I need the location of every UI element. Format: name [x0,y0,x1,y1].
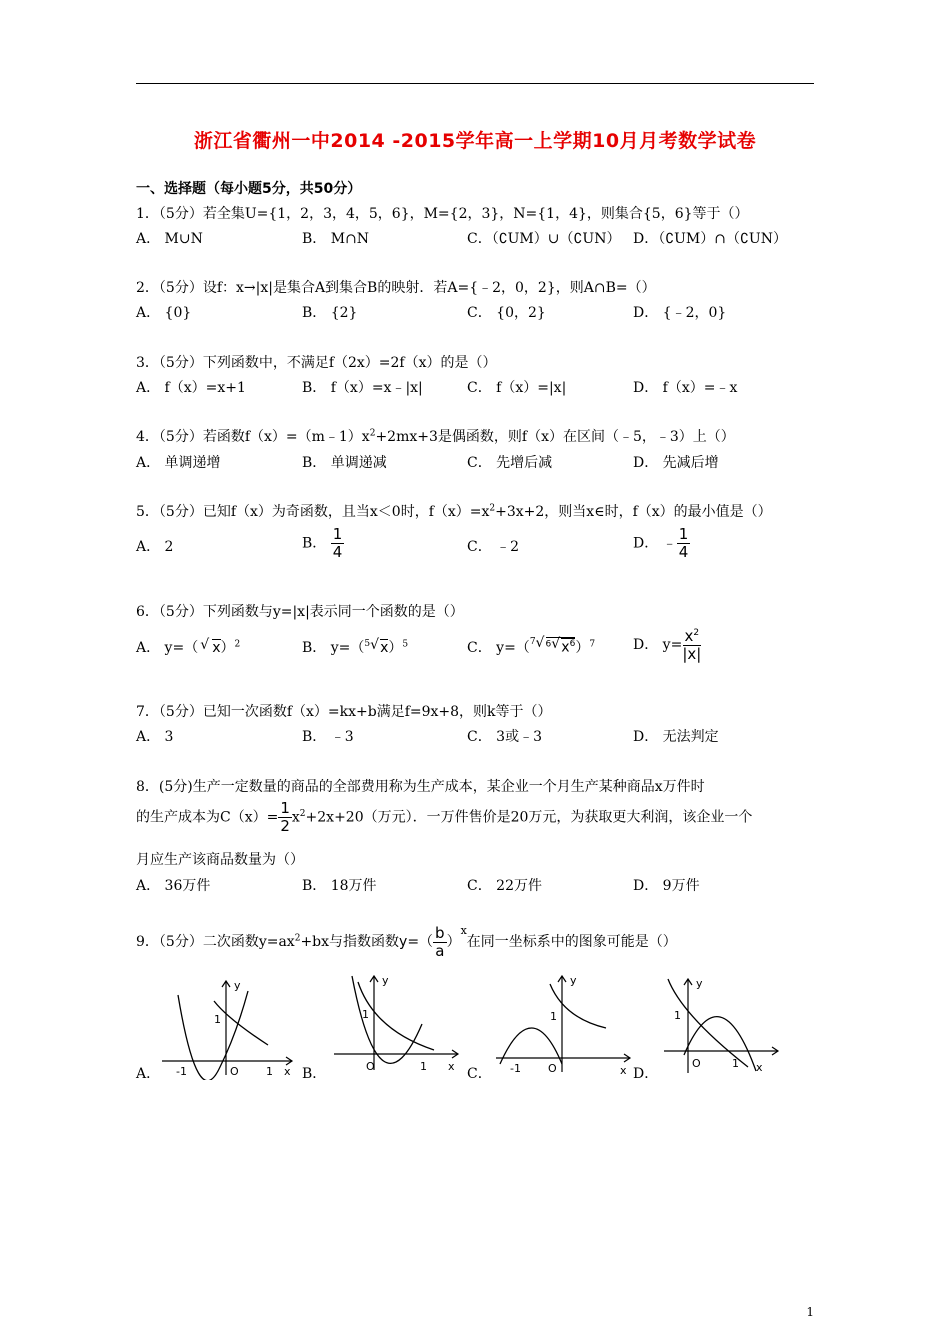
q5-option-d: D． ﹣ $\frac{1}{4}$ [633,525,689,561]
svg-text:O: O [230,1065,239,1078]
q8-option-d: D． 9万件 [633,878,700,894]
svg-text:-1: -1 [176,1065,187,1078]
fraction: $\frac{1}{4}$ [332,525,343,561]
q6-option-b: B． y=（$^5$ √ x）$^5$ [302,637,409,656]
q4-option-c: C． 先增后减 [467,455,553,471]
q8-option-c: C． 22万件 [467,878,542,894]
q2-option-c: C． {0，2} [467,305,546,321]
svg-text:1: 1 [362,1008,369,1021]
q3-option-c: C． f（x）=|x| [467,380,567,396]
svg-text:x: x [620,1064,627,1077]
svg-text:y: y [570,974,577,987]
q3-option-d: D． f（x）=﹣x [633,380,738,396]
svg-text:O: O [548,1062,557,1075]
fraction: $\frac{1}{2}$ [280,799,290,835]
q9-graph-c [492,972,634,1077]
svg-text:1: 1 [214,1013,221,1026]
page-title: 浙江省衢州一中2014 -2015学年高一上学期10月月考数学试卷 [193,130,757,152]
svg-text:y: y [382,974,389,987]
q7-option-d: D． 无法判定 [633,729,719,745]
q2-option-d: D． {﹣2，0} [633,305,727,321]
q4-option-b: B． 单调递减 [302,455,387,471]
q4-stem: 4．（5分）若函数$f(x)=(m﹣1)x^2+2mx+3$是偶函数，则f（x）在区间（﹣5，﹣3）上（） [136,428,735,445]
q1-option-a: A． M∪N [136,231,203,247]
q7-option-a: A． 3 [136,729,174,745]
q5-option-b: B． $\frac{1}{4}$ [302,525,343,561]
q2-option-a: A． {0} [136,305,192,321]
svg-text:1: 1 [266,1065,273,1078]
svg-text:1: 1 [420,1060,427,1073]
q9-graph-a [158,975,296,1080]
q3-option-a: A． f（x）=x+1 [136,380,246,396]
q7-option-b: B． ﹣3 [302,729,354,745]
q1-stem: 1．（5分）若全集U={1，2，3，4，5，6}，M={2，3}，N={1，4}，则集合{5，6}等于（） [136,206,749,222]
svg-text:x: x [756,1061,763,1074]
q8-option-b: B． 18万件 [302,878,377,894]
q7-stem: 7．（5分）已知一次函数f（x）=kx+b满足f=9x+8，则k等于（） [136,704,552,720]
q6-option-c: C． y=（$^7$ √ $^6$ √ $x^6)^7$ [467,635,596,656]
q2-option-b: B． {2} [302,305,358,321]
svg-text:1: 1 [732,1057,739,1070]
svg-text:x: x [284,1065,291,1078]
q1-option-d: D．（∁UM）∩（∁UN） [633,231,787,247]
q8-option-a: A． 36万件 [136,878,211,894]
q3-stem: 3．（5分）下列函数中，不满足f（2x）=2f（x）的是（） [136,355,497,371]
q7-option-c: C． 3或﹣3 [467,729,542,745]
q4-option-a: A． 单调递增 [136,455,221,471]
q8-line1: 8．(5分)生产一定数量的商品的全部费用称为生产成本，某企业一个月生产某种商品x万件时 [136,779,705,795]
svg-text:y: y [234,979,241,992]
q6-stem: 6．（5分）下列函数与y=|x|表示同一个函数的是（） [136,604,464,620]
q9-option-b: B． [302,1066,327,1082]
svg-text:-1: -1 [510,1062,521,1075]
q1-option-c: C．（∁UM）∪（∁UN） [467,231,621,247]
svg-text:O: O [692,1057,701,1070]
page-number: 1 [806,1305,814,1319]
q3-option-b: B． f（x）=x﹣|x| [302,380,423,396]
svg-text:y: y [696,977,703,990]
q6-option-d: D． y= $\frac{x^2}{|x|}$ [633,627,702,663]
q9-graph-b [330,972,462,1077]
q6-option-a: A． y=（ √ x）$^2$ [136,637,241,656]
fraction: $\frac{b}{a}$ [435,923,445,960]
q1-option-b: B． M∩N [302,231,370,247]
q2-stem: 2．（5分）设f：x→|x|是集合A到集合B的映射．若A={﹣2，0，2}，则A∩B=（） [136,280,656,296]
q4-option-d: D． 先减后增 [633,455,719,471]
svg-text:O: O [366,1060,375,1073]
svg-text:1: 1 [674,1009,681,1022]
svg-text:1: 1 [550,1010,557,1023]
q9-graph-d [660,975,782,1080]
section-heading: 一、选择题（每小题5分，共50分） [136,181,362,197]
q8-line2: 的生产成本为C（x）= $\frac{1}{2}$ $x^2+2x+20$（万元）．一万件售价是20万元，为获取更大利润，该企业一个 [136,799,753,835]
fraction: $\frac{x^2}{|x|}$ [682,627,702,663]
q9-option-a: A． [136,1066,161,1082]
top-rule [136,83,814,84]
q5-stem: 5．（5分）已知f（x）为奇函数，且当x＜0时，$f(x)=x^2+3x+2$，则当x∈时，f（x）的最小值是（） [136,503,772,520]
fraction: $\frac{1}{4}$ [678,525,689,561]
q5-option-c: C． ﹣2 [467,539,520,555]
q5-option-a: A． 2 [136,539,174,555]
q9-option-d: D． [633,1066,659,1082]
q9-option-c: C． [467,1066,492,1082]
q8-line3: 月应生产该商品数量为（） [136,852,304,868]
q9-stem: 9．（5分）二次函数$y=ax^2+bx$与指数函数y=（ $\frac{b}{a}$ ）$^x$在同一坐标系中的图象可能是（） [136,923,677,960]
svg-text:x: x [448,1060,455,1073]
